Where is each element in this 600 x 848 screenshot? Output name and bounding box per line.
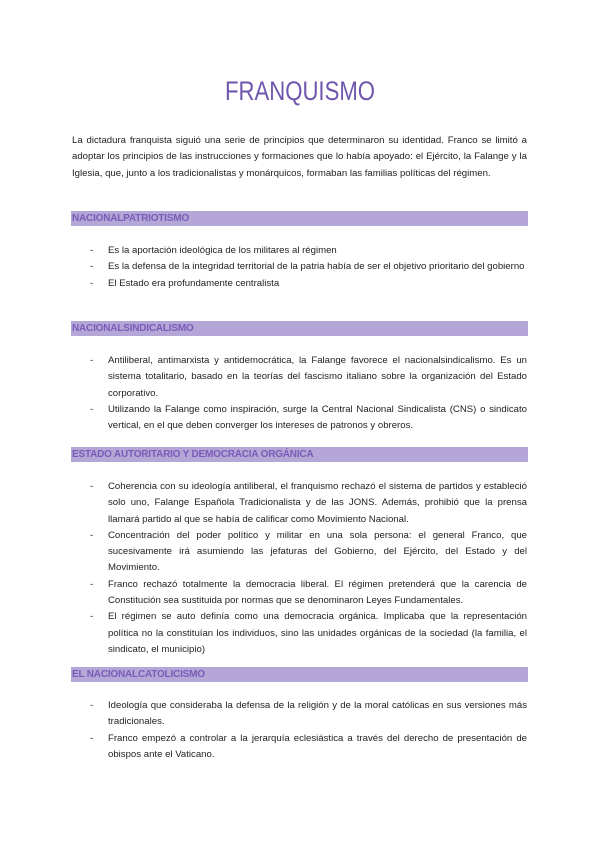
bullet-dash: -: [90, 355, 94, 366]
bullet-dash: -: [90, 611, 94, 623]
bullet-dash: -: [90, 261, 94, 273]
intro-paragraph: La dictadura franquista siguió una serie de principios que determinaron su identidad. Franco se limitó a adoptar los principios de las instrucciones y formaciones que lo había apoyado: el Ejército, la Falange y la Iglesia, que, junto a los tradicionalistas y monárquicos, formaban las familias políticas del régimen.: [72, 135, 527, 179]
list-item-text: El Estado era profundamente centralista: [108, 277, 280, 289]
list-item: [72, 276, 527, 292]
list-item-text: Franco rechazó totalmente la democracia liberal. El régimen pretenderá que la carencia de Constitución sea sustituida por normas que se denominaron Leyes Fundamentales.: [108, 578, 527, 607]
bullet-dash: -: [90, 245, 94, 256]
list-item-text: Antiliberal, antimarxista y antidemocrática, la Falange favorece el nacionalsindicalismo. Es un sistema totalitario, basado en la teorías del fascismo italiano sobre la organización del Estado corporativo.: [108, 355, 527, 399]
bullet-dash: -: [90, 277, 94, 289]
list-item-text: El régimen se auto definía como una democracia orgánica. Implicaba que la representación política no la constituían los individuos, sino las unidades orgánicas de la sociedad (la familia, el sindicato, el municipio): [108, 611, 527, 655]
bullet-dash: -: [90, 403, 94, 415]
list-item: [72, 259, 527, 275]
list-item: [72, 609, 527, 658]
list-item: [72, 353, 527, 402]
list-item-text: Utilizando la Falange como inspiración, surge la Central Nacional Sindicalista (CNS) o sindicato vertical, en el que deben converger los intereses de patronos y obreros.: [108, 403, 527, 432]
list-item: [72, 698, 527, 731]
list-item: [72, 479, 527, 528]
section-heading-nacionalsindicalismo: NACIONALSINDICALISMO: [71, 321, 528, 336]
list-item: [72, 402, 527, 435]
bullet-dash: -: [90, 529, 94, 541]
list-item: [72, 528, 527, 577]
list-item-text: Es la defensa de la integridad territorial de la patria había de ser el objetivo prioritario del gobierno: [108, 261, 525, 273]
list-item: [72, 731, 527, 764]
section-heading-estado-autoritario: ESTADO AUTORITARIO Y DEMOCRACIA ORGÁNICA: [71, 447, 528, 462]
list-item-text: Franco empezó a controlar a la jerarquía eclesiástica a través del derecho de presentación de obispos ante el Vaticano.: [108, 732, 527, 760]
section-list-nacionalcatolicismo: [72, 698, 527, 763]
bullet-dash: -: [90, 578, 94, 590]
section-list-estado-autoritario: [72, 479, 527, 658]
section-list-nacionalpatriotismo: [72, 243, 527, 292]
section-list-nacionalsindicalismo: [72, 353, 527, 434]
list-item-text: Es la aportación ideológica de los militares al régimen: [108, 245, 337, 256]
list-item-text: Ideología que consideraba la defensa de la religión y de la moral católicas en sus versiones más tradicionales.: [108, 700, 527, 728]
page-title: FRANQUISMO: [224, 76, 376, 106]
list-item: [72, 577, 527, 610]
list-item-text: Coherencia con su ideología antiliberal, el franquismo rechazó el sistema de partidos y estableció solo uno, Falange Española Tradicionalista y de las JONS. Además, prohibió que la prensa llamará partido al que se había de calificar como Movimiento Nacional.: [108, 481, 527, 525]
section-heading-nacionalcatolicismo: EL NACIONALCATOLICISMO: [71, 667, 528, 682]
list-item-text: Concentración del poder político y militar en una sola persona: el general Franco, que sucesivamente irá asumiendo las jefaturas del Gobierno, del Ejército, del Estado y del Movimiento.: [108, 529, 527, 574]
bullet-dash: -: [90, 732, 94, 744]
bullet-dash: -: [90, 481, 94, 492]
list-item: [72, 243, 527, 259]
bullet-dash: -: [90, 700, 94, 711]
section-heading-nacionalpatriotismo: NACIONALPATRIOTISMO: [71, 211, 528, 226]
